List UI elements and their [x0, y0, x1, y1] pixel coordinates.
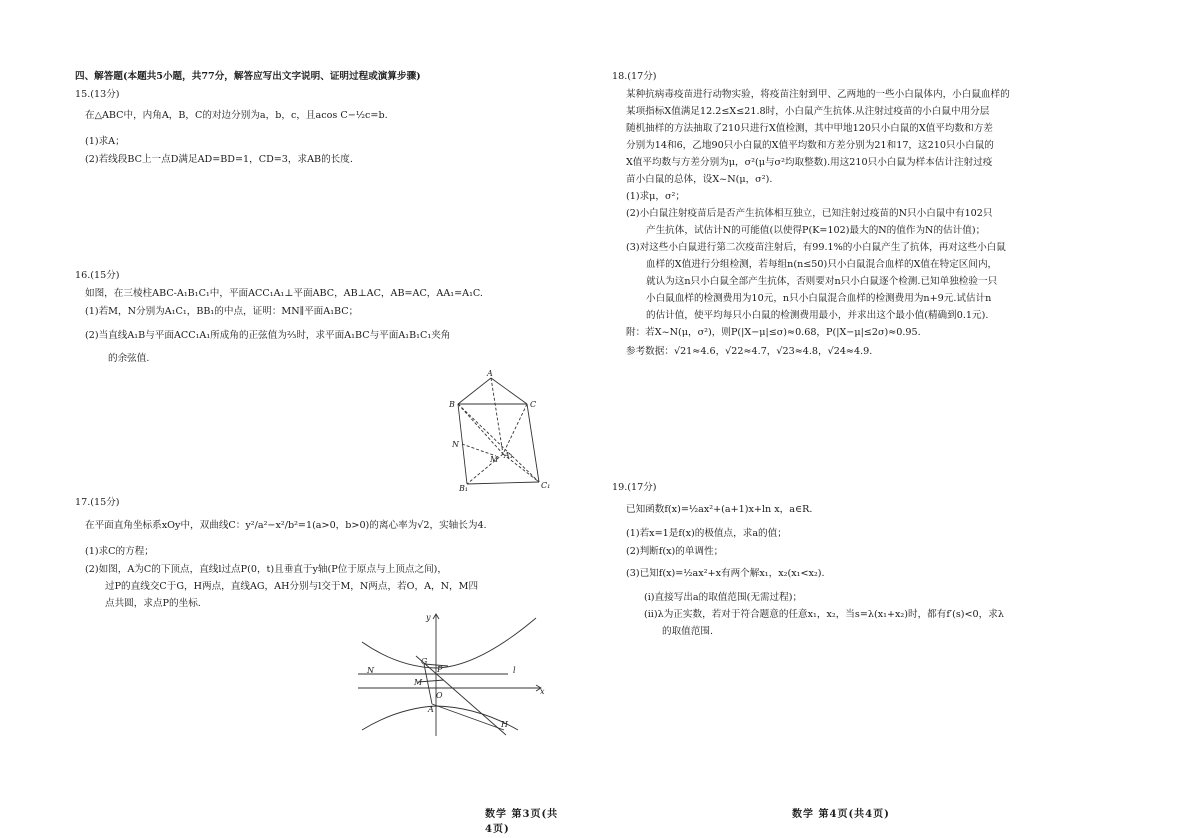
- q18-line5: X值平均数与方差分别为μ，σ²(μ与σ²均取整数).用这210只小白鼠为样本估计注射过疫: [626, 157, 993, 168]
- q18-part3-line5: 的估计值，使平均每只小白鼠的检测费用最小，并求出这个最小值(精确到0.1元).: [646, 310, 989, 321]
- q19-part2: (2)判断f(x)的单调性；: [626, 546, 724, 557]
- q18-part3-line2: 血样的X值进行分组检测，若每组n(n≤50)只小白鼠混合血样的X值在特定区间内，: [646, 259, 998, 270]
- q17-part2-line2: 过P的直线交C于G，H两点，直线AG，AH分别与l交于M，N两点，若O，A，N，M四: [105, 581, 479, 592]
- q15-part2: (2)若线段BC上一点D满足AD=BD=1，CD=3，求AB的长度.: [85, 154, 353, 165]
- prism-label-M: M: [490, 455, 499, 464]
- q19-part3-ii-line2: 的取值范围.: [662, 626, 714, 637]
- prism-figure: [445, 370, 555, 495]
- q18-part2-line1: (2)小白鼠注射疫苗后是否产生抗体相互独立，已知注射过疫苗的N只小白鼠中有102只: [626, 208, 993, 219]
- prism-label-A: A: [487, 369, 493, 378]
- q16-heading: 16.(15分): [75, 270, 120, 281]
- q18-part1: (1)求μ，σ²；: [626, 191, 686, 202]
- q16-part2-line1: (2)当直线A₁B与平面ACC₁A₁所成角的正弦值为⅔时，求平面A₁BC与平面A₁B₁C₁夹角: [85, 330, 451, 341]
- hyp-label-x: x: [540, 687, 545, 696]
- q18-reference-data: 参考数据：√21≈4.6，√22≈4.7，√23≈4.8，√24≈4.9.: [626, 346, 873, 357]
- q19-part1: (1)若x=1是f(x)的极值点，求a的值；: [626, 528, 787, 539]
- q18-line1: 某种抗病毒疫苗进行动物实验，将疫苗注射到甲、乙两地的一些小白鼠体内，小白鼠血样的: [626, 89, 1010, 100]
- q19-part3-ii-line1: (ii)λ为正实数，若对于符合题意的任意x₁，x₂，当s=λ(x₁+x₂)时，都有f′(s)<0，求λ: [644, 609, 1004, 620]
- q17-part1: (1)求C的方程；: [85, 546, 154, 557]
- q19-part3-i: (i)直接写出a的取值范围(无需过程)；: [644, 592, 803, 603]
- q17-part2-line3: 点共圆，求点P的坐标.: [105, 598, 201, 609]
- q17-stem: 在平面直角坐标系xOy中，双曲线C：y²/a²−x²/b²=1(a>0，b>0)的离心率为√2，实轴长为4.: [85, 520, 487, 531]
- prism-label-B: B: [449, 400, 455, 409]
- q18-line3: 随机抽样的方法抽取了210只进行X值检测，其中甲地120只小白鼠的X值平均数和方差: [626, 123, 993, 134]
- q18-line4: 分别为14和6，乙地90只小白鼠的X值平均数和方差分别为21和17，这210只小白鼠的: [626, 140, 994, 151]
- q19-stem: 已知函数f(x)=½ax²+(a+1)x+ln x，a∈R.: [626, 504, 813, 515]
- q18-part3-line3: 就认为这n只小白鼠全部产生抗体，否则要对n只小白鼠逐个检测.已知单独检验一只: [646, 276, 998, 287]
- hyp-label-l: l: [513, 666, 516, 675]
- q17-heading: 17.(15分): [75, 497, 120, 508]
- prism-label-C1: C₁: [541, 481, 551, 490]
- q18-appendix: 附：若X~N(μ，σ²)，则P(|X−μ|≤σ)≈0.68，P(|X−μ|≤2σ)≈0.95.: [626, 327, 921, 338]
- prism-label-C: C: [530, 400, 537, 409]
- prism-label-B1: B₁: [459, 484, 469, 493]
- hyp-label-P: P: [437, 665, 443, 674]
- q18-part3-line1: (3)对这些小白鼠进行第二次疫苗注射后，有99.1%的小白鼠产生了抗体，再对这些小白鼠: [626, 242, 1006, 253]
- q15-part1: (1)求A；: [85, 136, 125, 147]
- hyp-label-N: N: [367, 666, 374, 675]
- q18-heading: 18.(17分): [612, 71, 657, 82]
- hyp-label-M: M: [414, 678, 423, 687]
- q19-part3: (3)已知f(x)=½ax²+x有两个解x₁，x₂(x₁<x₂).: [626, 568, 825, 579]
- q18-part2-line2: 产生抗体，试估计N的可能值(以使得P(K=102)最大的N的值作为N的估计值)；: [646, 225, 986, 236]
- hyp-label-O: O: [436, 691, 443, 700]
- q18-line2: 某项指标X值满足12.2≤X≤21.8时，小白鼠产生抗体.从注射过疫苗的小白鼠中用分层: [626, 106, 990, 117]
- section-header: 四、解答题(本题共5小题，共77分，解答应写出文字说明、证明过程或演算步骤): [75, 71, 421, 82]
- hyp-label-A: A: [428, 705, 434, 714]
- hyperbola-figure: [358, 612, 548, 737]
- hyp-label-G: G: [421, 657, 428, 666]
- q18-line6: 苗小白鼠的总体，设X~N(μ，σ²).: [626, 174, 773, 185]
- q15-stem: 在△ABC中，内角A，B，C的对边分别为a，b，c，且acos C−½c=b.: [85, 110, 388, 121]
- q19-heading: 19.(17分): [612, 482, 657, 493]
- q15-heading: 15.(13分): [75, 89, 120, 100]
- q18-part3-line4: 小白鼠血样的检测费用为10元，n只小白鼠混合血样的检测费用为n+9元.试估计n: [646, 293, 992, 304]
- page3-footer: 数学 第3页(共4页): [485, 809, 559, 835]
- prism-label-A1: A₁: [504, 451, 513, 460]
- hyp-label-y: y: [426, 613, 431, 622]
- q16-part1: (1)若M，N分别为A₁C₁，BB₁的中点，证明：MN∥平面A₁BC；: [85, 306, 359, 317]
- q16-stem: 如图，在三棱柱ABC-A₁B₁C₁中，平面ACC₁A₁⊥平面ABC，AB⊥AC，AB=AC，AA₁=A₁C.: [85, 288, 483, 299]
- page4-footer: 数学 第4页(共4页): [792, 809, 890, 820]
- hyp-label-H: H: [501, 720, 508, 729]
- prism-label-N: N: [452, 440, 459, 449]
- q16-part2-line2: 的余弦值.: [108, 353, 150, 364]
- q17-part2-line1: (2)如图，A为C的下顶点，直线l过点P(0，t)且垂直于y轴(P位于原点与上顶点之间)，: [85, 564, 447, 575]
